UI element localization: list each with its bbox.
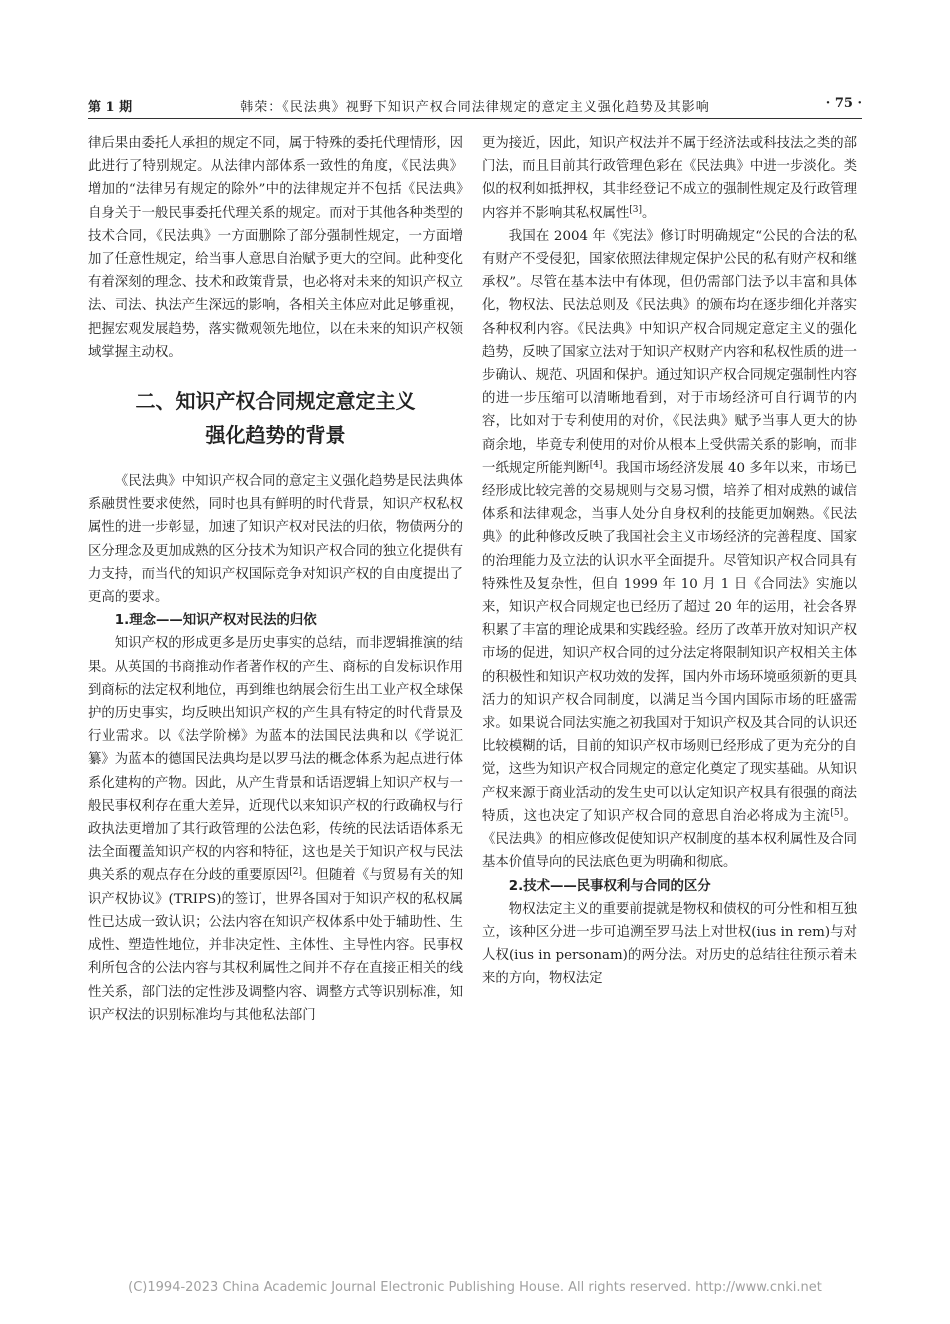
citation-ref[interactable]: [5] [830, 807, 844, 818]
section-heading-line2: 强化趋势的背景 [205, 423, 346, 448]
paragraph: 律后果由委托人承担的规定不同，属于特殊的委托代理情形，因此进行了特别规定。从法律内部体系一致性的角度，《民法典》增加的“法律另有规定的除外”中的法律规定并不包括《民法典》自身关于一般民事委托代理关系的规定。而对于其他各种类型的技术合同，《民法典》一方面删除了部分强制性规定，一方面增加了任意性规定，给当事人意思自治赋予更大的空间。此种变化有着深刻的理念、技术和政策背景，也必将对未来的知识产权立法、司法、执法产生深远的影响，各相关主体应对此足够重视，把握宏观发展趋势，落实微观领先地位，以在未来的知识产权领域掌握主动权。 [88, 136, 463, 360]
section-heading-line1: 二、知识产权合同规定意定主义 [135, 389, 416, 414]
paragraph-text: 。《民法典》的相应修改促使知识产权制度的基本权利属性及合同基本价值导向的民法底色更为明确和彻底。 [482, 808, 858, 871]
left-column [88, 132, 463, 1027]
page-number: · 75 · [825, 96, 862, 111]
citation-ref[interactable]: [3] [629, 204, 643, 215]
paragraph-text: 更为接近，因此，知识产权法并不属于经济法或科技法之类的部门法，而且目前其行政管理色彩在《民法典》中进一步淡化。类似的权利如抵押权，其非经登记不成立的强制性规定及行政管理内容并不影响其私权属性 [482, 136, 857, 221]
right-column [482, 132, 857, 991]
subheading-technique: 2.技术——民事权利与合同的区分 [508, 878, 711, 894]
paragraph-text: 。但随着《与贸易有关的知识产权协议》(TRIPS)的签订，世界各国对于知识产权的私权属性已达成一致认识；公法内容在知识产权体系中处于辅助性、生成性、塑造性地位，并非决定性、主体性、主导性内容。民事权利所包含的公法内容与其权利属性之间并不存在直接正相关的线性关系，部门法的定性涉及调整内容、调整方式等识别标准，知识产权法的识别标准均与其他私法部门 [88, 868, 463, 1023]
paragraph: 《民法典》中知识产权合同的意定主义强化趋势是民法典体系融贯性要求使然，同时也具有鲜明的时代背景，知识产权私权属性的进一步彰显，加速了知识产权对民法的归依，物债两分的区分理念及更加成熟的区分技术为知识产权合同的独立化提供有力支持，而当代的知识产权国际竞争对知识产权的自由度提出了更高的要求。 [88, 474, 463, 606]
paragraph-text: 。我国市场经济发展 40 多年以来，市场已经形成比较完善的交易规则与交易习惯，培养了相对成熟的诚信体系和法律观念，当事人处分自身权利的技能更加娴熟。《民法典》的此种修改反映了我国社会主义市场经济的完善程度、国家的治理能力及立法的认识水平全面提升。尽管知识产权合同具有特殊性及复杂性，但自 1999 年 10 月 1 日《合同法》实施以来，知识产权合同规定也已经历了超过 20 年的运用，社会各界积累了丰富的理论成果和实践经验。经历了改革开放对知识产权市场的促进，知识产权合同的过分法定将限制知识产权相关主体的积极性和知识产权功效的发挥，国内外市场环境亟须新的更具活力的知识产权合同制度，以满足当今国内国际市场的旺盛需求。如果说合同法实施之初我国对于知识产权及其合同的认识还比较模糊的话，目前的知识产权市场则已经形成了更为充分的自觉，这些为知识产权合同规定的意定化奠定了现实基础。从知识产权来源于商业活动的发生史可以认定知识产权具有很强的商法特质，这也决定了知识产权合同的意思自治必将成为主流 [482, 460, 857, 824]
paragraph-text: 。 [642, 205, 656, 221]
paragraph: 物权法定主义的重要前提就是物权和债权的可分性和相互独立，该种区分进一步可追溯至罗马法上对世权(ius in rem)与对人权(ius in personam)的两分法。对历史的总结往往预示着未来的方向，物权法定 [482, 901, 857, 987]
citation-ref[interactable]: [4] [589, 459, 603, 470]
paragraph [88, 632, 463, 1026]
paragraph [482, 225, 857, 875]
running-header [88, 94, 862, 119]
subheading-concept: 1.理念——知识产权对民法的归依 [114, 613, 317, 629]
citation-ref[interactable]: [2] [289, 867, 302, 878]
paragraph [482, 132, 857, 225]
paragraph-text: 我国在 2004 年《宪法》修订时明确规定“公民的合法的私有财产不受侵犯，国家依照法律规定保护公民的私有财产权和继承权”。尽管在基本法中有体现，但仍需部门法予以丰富和具体化，物权法、民法总则及《民法典》的颁布均在逐步细化并落实各种权利内容。《民法典》中知识产权合同规定意定主义的强化趋势，反映了国家立法对于知识产权财产内容和私权性质的进一步确认、规范、巩固和保护。通过知识产权合同规定强制性内容的进一步压缩可以清晰地看到，对于市场经济可自行调节的内容，比如对于专利使用的对价，《民法典》赋予当事人更大的协商余地，毕竟专利使用的对价从根本上受供需关系的影响，而非一纸规定所能判断 [482, 228, 857, 476]
running-title: 韩荣：《民法典》视野下知识产权合同法律规定的意定主义强化趋势及其影响 [240, 100, 710, 115]
paragraph-text: 知识产权的形成更多是历史事实的总结，而非逻辑推演的结果。从英国的书商推动作者著作权的产生、商标的自发标识作用到商标的法定权利地位，再到维也纳展会衍生出工业产权全球保护的历史事实，均反映出知识产权的产生具有特定的时代背景及行业需求。以《法学阶梯》为蓝本的法国民法典和以《学说汇纂》为蓝本的德国民法典均是以罗马法的概念体系为起点进行体系化建构的产物。因此，从产生背景和话语逻辑上知识产权与一般民事权利存在重大差异，近现代以来知识产权的行政确权与行政执法更增加了其行政管理的公法色彩，传统的民法话语体系无法全面覆盖知识产权的内容和特征，这也是关于知识产权与民法典关系的观点存在分歧的重要原因 [88, 636, 463, 884]
section-heading [88, 384, 463, 452]
issue-number: 第 1 期 [88, 100, 133, 115]
copyright-footer: (C)1994-2023 China Academic Journal Electronic Publishing House. All rights reserved. http://www.cnki.net [128, 1280, 822, 1295]
